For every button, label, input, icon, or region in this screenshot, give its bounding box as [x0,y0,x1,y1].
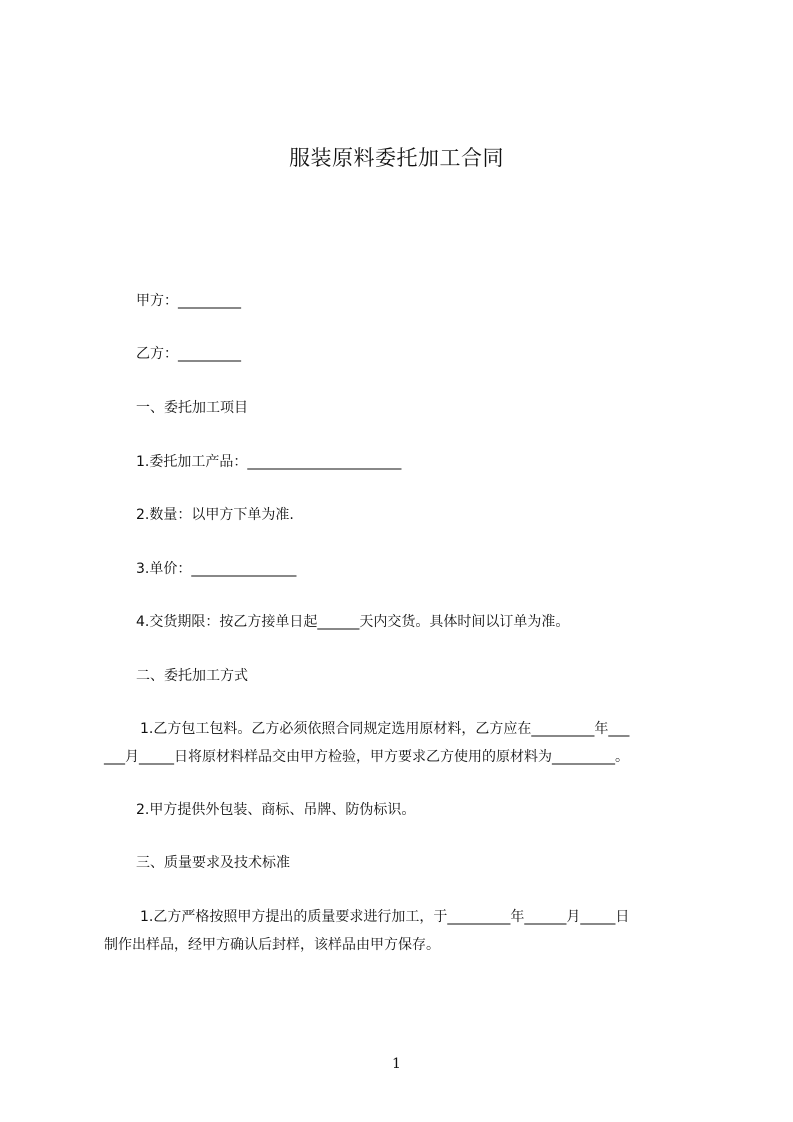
party-a-line: 甲方：_________ [136,293,241,309]
clause-2-1-line-2: ___月_____日将原材料样品交由甲方检验，甲方要求乙方使用的原材料为_________。 [104,749,629,765]
clause-2-1-line-1: 1.乙方包工包料。乙方必须依照合同规定选用原材料，乙方应在_________年___ [140,721,630,737]
clause-2-2: 2.甲方提供外包装、商标、吊牌、防伪标识。 [136,802,416,818]
clause-3-1-line-2: 制作出样品，经甲方确认后封样，该样品由甲方保存。 [104,937,440,953]
clause-1-2: 2.数量：以甲方下单为准. [136,507,294,523]
page-number: 1 [392,1056,401,1072]
party-b-line: 乙方：_________ [136,346,241,362]
clause-3-1-line-1: 1.乙方严格按照甲方提出的质量要求进行加工，于_________年______月_____日 [140,909,630,925]
clause-1-4: 4.交货期限：按乙方接单日起______天内交货。具体时间以订单为准。 [136,614,570,630]
clause-1-1: 1.委托加工产品：______________________ [136,454,402,470]
section-3-heading: 三、质量要求及技术标准 [136,855,290,871]
section-2-heading: 二、委托加工方式 [136,668,248,684]
document-title: 服装原料委托加工合同 [289,146,504,170]
clause-1-3: 3.单价：_______________ [136,561,297,577]
section-1-heading: 一、委托加工项目 [136,400,248,416]
